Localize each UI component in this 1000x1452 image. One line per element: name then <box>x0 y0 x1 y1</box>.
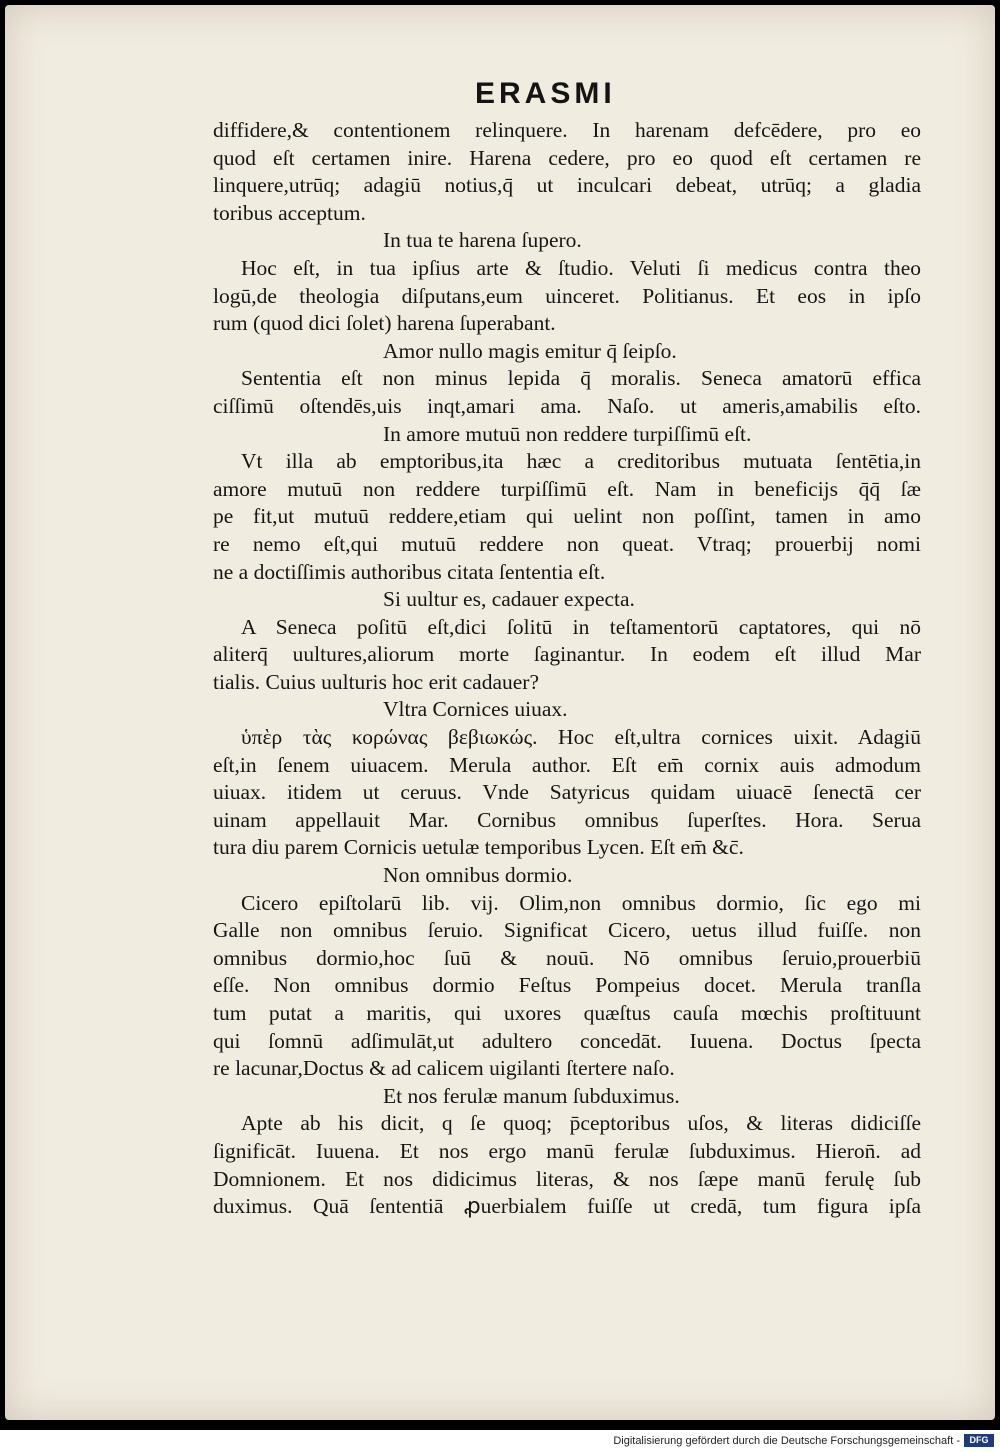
text-line: omnibus dormio,hoc ſuū & nouū. Nō omnibus ſeruio,prouerbiū <box>213 945 921 970</box>
book-page <box>5 5 995 1420</box>
text-line: amore mutuū non reddere turpiſſimū eſt. Nam in beneficijs q̄q̄ ſæ <box>213 476 921 501</box>
text-line: Vt illa ab emptoribus,ita hæc a creditoribus mutuata ſentētia,in <box>241 449 921 474</box>
section-heading: Et nos ferulæ manum ſubduximus. <box>383 1083 680 1108</box>
text-line: tum putat a maritis, qui uxores quæſtus cauſa mœchis proſtituunt <box>213 1001 921 1025</box>
text-line: ne a doctiſſimis authoribus citata ſententia eſt. <box>213 559 606 584</box>
footer-credit: Digitalisierung gefördert durch die Deutsche Forschungsgemeinschaft - <box>613 1435 960 1447</box>
text-line: qui ſomnū adſimulāt,ut adultero concedāt. Iuuena. Doctus ſpecta <box>213 1028 921 1053</box>
text-line: diffidere,& contentionem relinquere. In harenam defcēdere, pro eo <box>213 118 921 142</box>
text-line: Apte ab his dicit, q ſe quoq; p̄ceptoribus uſos, & literas didiciſſe <box>241 1111 921 1136</box>
text-line: ſignificāt. Iuuena. Et nos ergo manū ferulæ ſubduximus. Hieron̄. ad <box>213 1138 921 1163</box>
text-line: Domnionem. Et nos didicimus literas, & nos ſæpe manū ferulę ſub <box>213 1166 921 1191</box>
text-line: linquere,utrūq; adagiū notius,q̄ ut inculcari debeat, utrūq; a gladia <box>213 173 921 198</box>
text-line: ὑπὲρ τὰς κορώνας βεβιωκώς. Hoc eſt,ultra cornices uixit. Adagiū <box>241 725 921 750</box>
text-line: re lacunar,Doctus & ad calicem uigilanti ſtertere naſo. <box>213 1056 675 1081</box>
text-line: rum (quod dici ſolet) harena ſuperabant. <box>213 311 556 336</box>
section-heading: In amore mutuū non reddere turpiſſimū eſt. <box>383 421 752 446</box>
text-line: duximus. Quā ſententiā ꝓuerbialem fuiſſe ut credā, tum figura ipſa <box>213 1194 921 1219</box>
text-line: tura diu parem Cornicis uetulæ temporibus Lycen. Eſt em̄ &c̄. <box>213 835 744 860</box>
text-line: aliterq̄ uultures,aliorum morte ſaginantur. In eodem eſt illud Mar <box>213 642 921 667</box>
text-line: eſſe. Non omnibus dormio Feſtus Pompeius docet. Merula tranſla <box>213 973 921 998</box>
text-line: toribus acceptum. <box>213 200 366 225</box>
page-text <box>213 117 921 1221</box>
section-heading: Amor nullo magis emitur q̄ ſeipſo. <box>383 338 677 363</box>
dfg-logo: DFG <box>964 1434 994 1447</box>
text-line: Hoc eſt, in tua ipſius arte & ſtudio. Veluti ſi medicus contra theo <box>241 255 921 280</box>
text-line: uinam appellauit Mar. Cornibus omnibus ſuperſtes. Hora. Serua <box>213 807 921 832</box>
text-line: quod eſt certamen inire. Harena cedere, pro eo quod eſt certamen re <box>213 145 921 170</box>
text-line: pe fit,ut mutuū reddere,etiam qui uelint non poſſint, tamen in amo <box>213 504 921 529</box>
text-line: tialis. Cuius uulturis hoc erit cadauer? <box>213 669 539 694</box>
section-heading: Si uultur es, cadauer expecta. <box>383 587 635 612</box>
section-heading: In tua te harena ſupero. <box>383 228 582 253</box>
text-line: Galle non omnibus ſeruio. Significat Cicero, uetus illud fuiſſe. non <box>213 918 921 943</box>
text-line: Sententia eſt non minus lepida q̄ moralis. Seneca amatorū effica <box>241 366 921 391</box>
text-line: eſt,in ſenem uiuacem. Merula author. Eſt em̄ cornix auis admodum <box>213 752 921 777</box>
text-line: Cicero epiſtolarū lib. vij. Olim,non omnibus dormio, ſic ego mi <box>241 890 921 915</box>
text-line: A Seneca poſitū eſt,dici ſolitū in teſtamentorū captatores, qui nō <box>241 614 921 639</box>
section-heading: Non omnibus dormio. <box>383 863 573 888</box>
text-line: re nemo eſt,qui mutuū reddere non queat. Vtraq; prouerbij nomi <box>213 531 921 556</box>
text-line: logū,de theologia diſputans,eum uinceret. Politianus. Et eos in ipſo <box>213 283 921 308</box>
text-line: ciſſimū oſtendēs,uis inqt,amari ama. Naſo. ut ameris,amabilis eſto. <box>213 393 921 418</box>
text-line: uiuax. itidem ut ceruus. Vnde Satyricus quidam uiuacē ſenectā cer <box>213 780 921 805</box>
running-header: ERASMI <box>475 77 616 110</box>
section-heading: Vltra Cornices uiuax. <box>383 697 568 722</box>
